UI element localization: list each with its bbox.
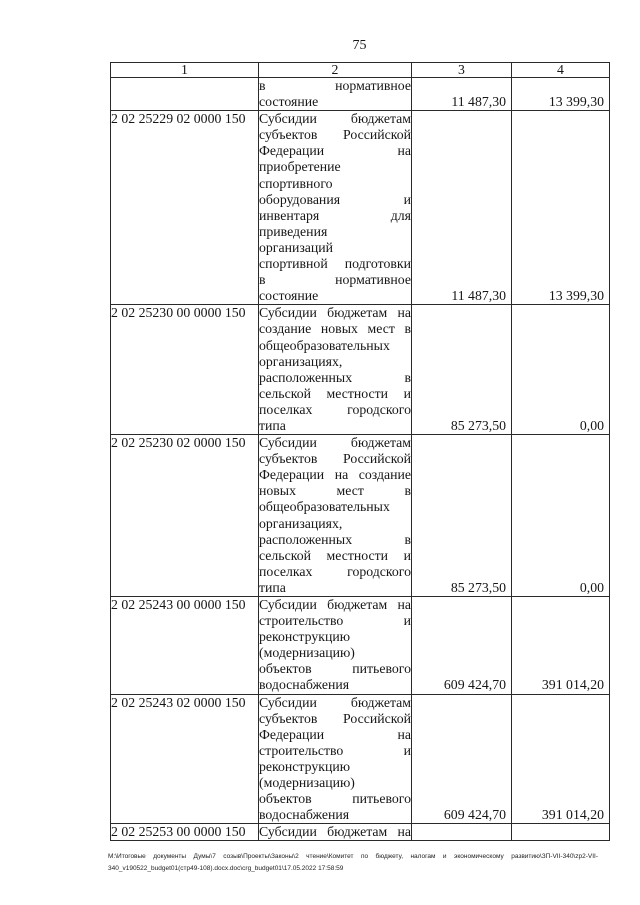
description-line: Субсидии бюджетам на (259, 824, 411, 840)
header-row (111, 63, 610, 78)
description-line: объектов питьевого (259, 791, 411, 807)
description-line: реконструкцию (259, 758, 351, 774)
description-line: сельской местности и (259, 547, 411, 563)
description-line: объектов питьевого (259, 661, 411, 677)
description-line: организаций (259, 239, 334, 255)
description-line: водоснабжения (259, 677, 350, 693)
amount-column-3-cell: 85 273,50 (412, 305, 512, 435)
description-line: общеобразовательных (259, 337, 390, 353)
description-line: в нормативное (259, 272, 411, 288)
description-line: Субсидии бюджетам на (259, 305, 411, 321)
column-header-3: 3 (412, 63, 512, 78)
amount-column-4-cell: 0,00 (512, 305, 610, 435)
table-row (111, 305, 610, 435)
description-line: инвентаря для (259, 207, 411, 223)
amount-column-4-cell: 0,00 (512, 435, 610, 597)
description-line: поселках городского (259, 563, 411, 579)
column-header-1: 1 (111, 63, 259, 78)
budget-code-cell: 2 02 25253 00 0000 150 (111, 824, 259, 841)
description-line: спортивного (259, 175, 333, 191)
budget-code-cell: 2 02 25230 00 0000 150 (111, 305, 259, 435)
budget-code-cell: 2 02 25229 02 0000 150 (111, 111, 259, 305)
amount-column-3-cell (412, 824, 512, 841)
amount-column-3-cell: 85 273,50 (412, 435, 512, 597)
budget-code-cell: 2 02 25243 02 0000 150 (111, 694, 259, 824)
description-line: (модернизацию) (259, 645, 355, 661)
amount-column-4-cell (512, 824, 610, 841)
amount-column-4-cell: 391 014,20 (512, 597, 610, 695)
description-line: Федерации на создание (259, 467, 411, 483)
description-line: водоснабжения (259, 807, 350, 823)
column-header-2: 2 (259, 63, 412, 78)
table-row (111, 694, 610, 824)
table-body (111, 78, 610, 841)
description-cell (259, 435, 412, 597)
description-cell (259, 597, 412, 695)
description-line: строительство и (259, 613, 411, 629)
description-line: Федерации на (259, 143, 411, 159)
description-line: Субсидии бюджетам (259, 694, 411, 710)
table-row (111, 78, 610, 111)
description-line: Субсидии бюджетам (259, 111, 411, 127)
amount-column-4-cell: 13 399,30 (512, 111, 610, 305)
table-header (111, 63, 610, 78)
budget-code-cell: 2 02 25230 02 0000 150 (111, 435, 259, 597)
description-cell (259, 305, 412, 435)
description-line: в нормативное (259, 78, 411, 93)
table-row (111, 435, 610, 597)
amount-column-3-cell: 609 424,70 (412, 597, 512, 695)
amount-column-3-cell: 11 487,30 (412, 78, 512, 111)
description-line: поселках городского (259, 401, 411, 417)
description-line: типа (259, 579, 286, 595)
description-cell (259, 694, 412, 824)
description-line: типа (259, 417, 286, 433)
description-line: строительство и (259, 742, 411, 758)
description-line: Субсидии бюджетам (259, 435, 411, 451)
description-line: расположенных в (259, 369, 411, 385)
description-line: новых мест в (259, 483, 411, 499)
description-line: состояние (259, 94, 319, 110)
description-line: организациях, (259, 353, 343, 369)
description-line: оборудования и (259, 191, 411, 207)
budget-code-cell (111, 78, 259, 111)
description-cell (259, 78, 412, 111)
description-line: состояние (259, 288, 319, 304)
description-line: приведения (259, 223, 328, 239)
description-line: создание новых мест в (259, 321, 411, 337)
amount-column-4-cell: 391 014,20 (512, 694, 610, 824)
file-path-footer (108, 851, 598, 875)
amount-column-3-cell: 11 487,30 (412, 111, 512, 305)
amount-column-4-cell: 13 399,30 (512, 78, 610, 111)
table-row (111, 597, 610, 695)
description-line: реконструкцию (259, 629, 351, 645)
page-number: 75 (352, 38, 367, 53)
budget-code-cell: 2 02 25243 00 0000 150 (111, 597, 259, 695)
description-line: субъектов Российской (259, 451, 411, 467)
description-line: общеобразовательных (259, 499, 390, 515)
description-line: Субсидии бюджетам на (259, 597, 411, 612)
description-line: организациях, (259, 515, 343, 531)
description-line: субъектов Российской (259, 127, 411, 143)
description-line: субъектов Российской (259, 710, 411, 726)
description-line: сельской местности и (259, 385, 411, 401)
table-row (111, 824, 610, 841)
amount-column-3-cell: 609 424,70 (412, 694, 512, 824)
description-line: расположенных в (259, 531, 411, 547)
description-line: спортивной подготовки (259, 256, 411, 272)
footer-line: М:\Итоговые документы Думы\7 созыв\Проекты\Законы\2 чтение\Комитет по бюджету, налогам и экономическому развитию\ЗП-VII-340\zp2-VII- (108, 853, 598, 860)
description-line: Федерации на (259, 726, 411, 742)
description-cell (259, 111, 412, 305)
description-line: (модернизацию) (259, 775, 355, 791)
description-cell (259, 824, 412, 841)
description-line: приобретение (259, 159, 341, 175)
column-header-4: 4 (512, 63, 610, 78)
budget-table (110, 62, 610, 841)
table-row (111, 111, 610, 305)
footer-line: 340_v190522_budget01(стр49-108).docx.doc\crg_budget01\17.05.2022 17:58:59 (108, 865, 344, 872)
